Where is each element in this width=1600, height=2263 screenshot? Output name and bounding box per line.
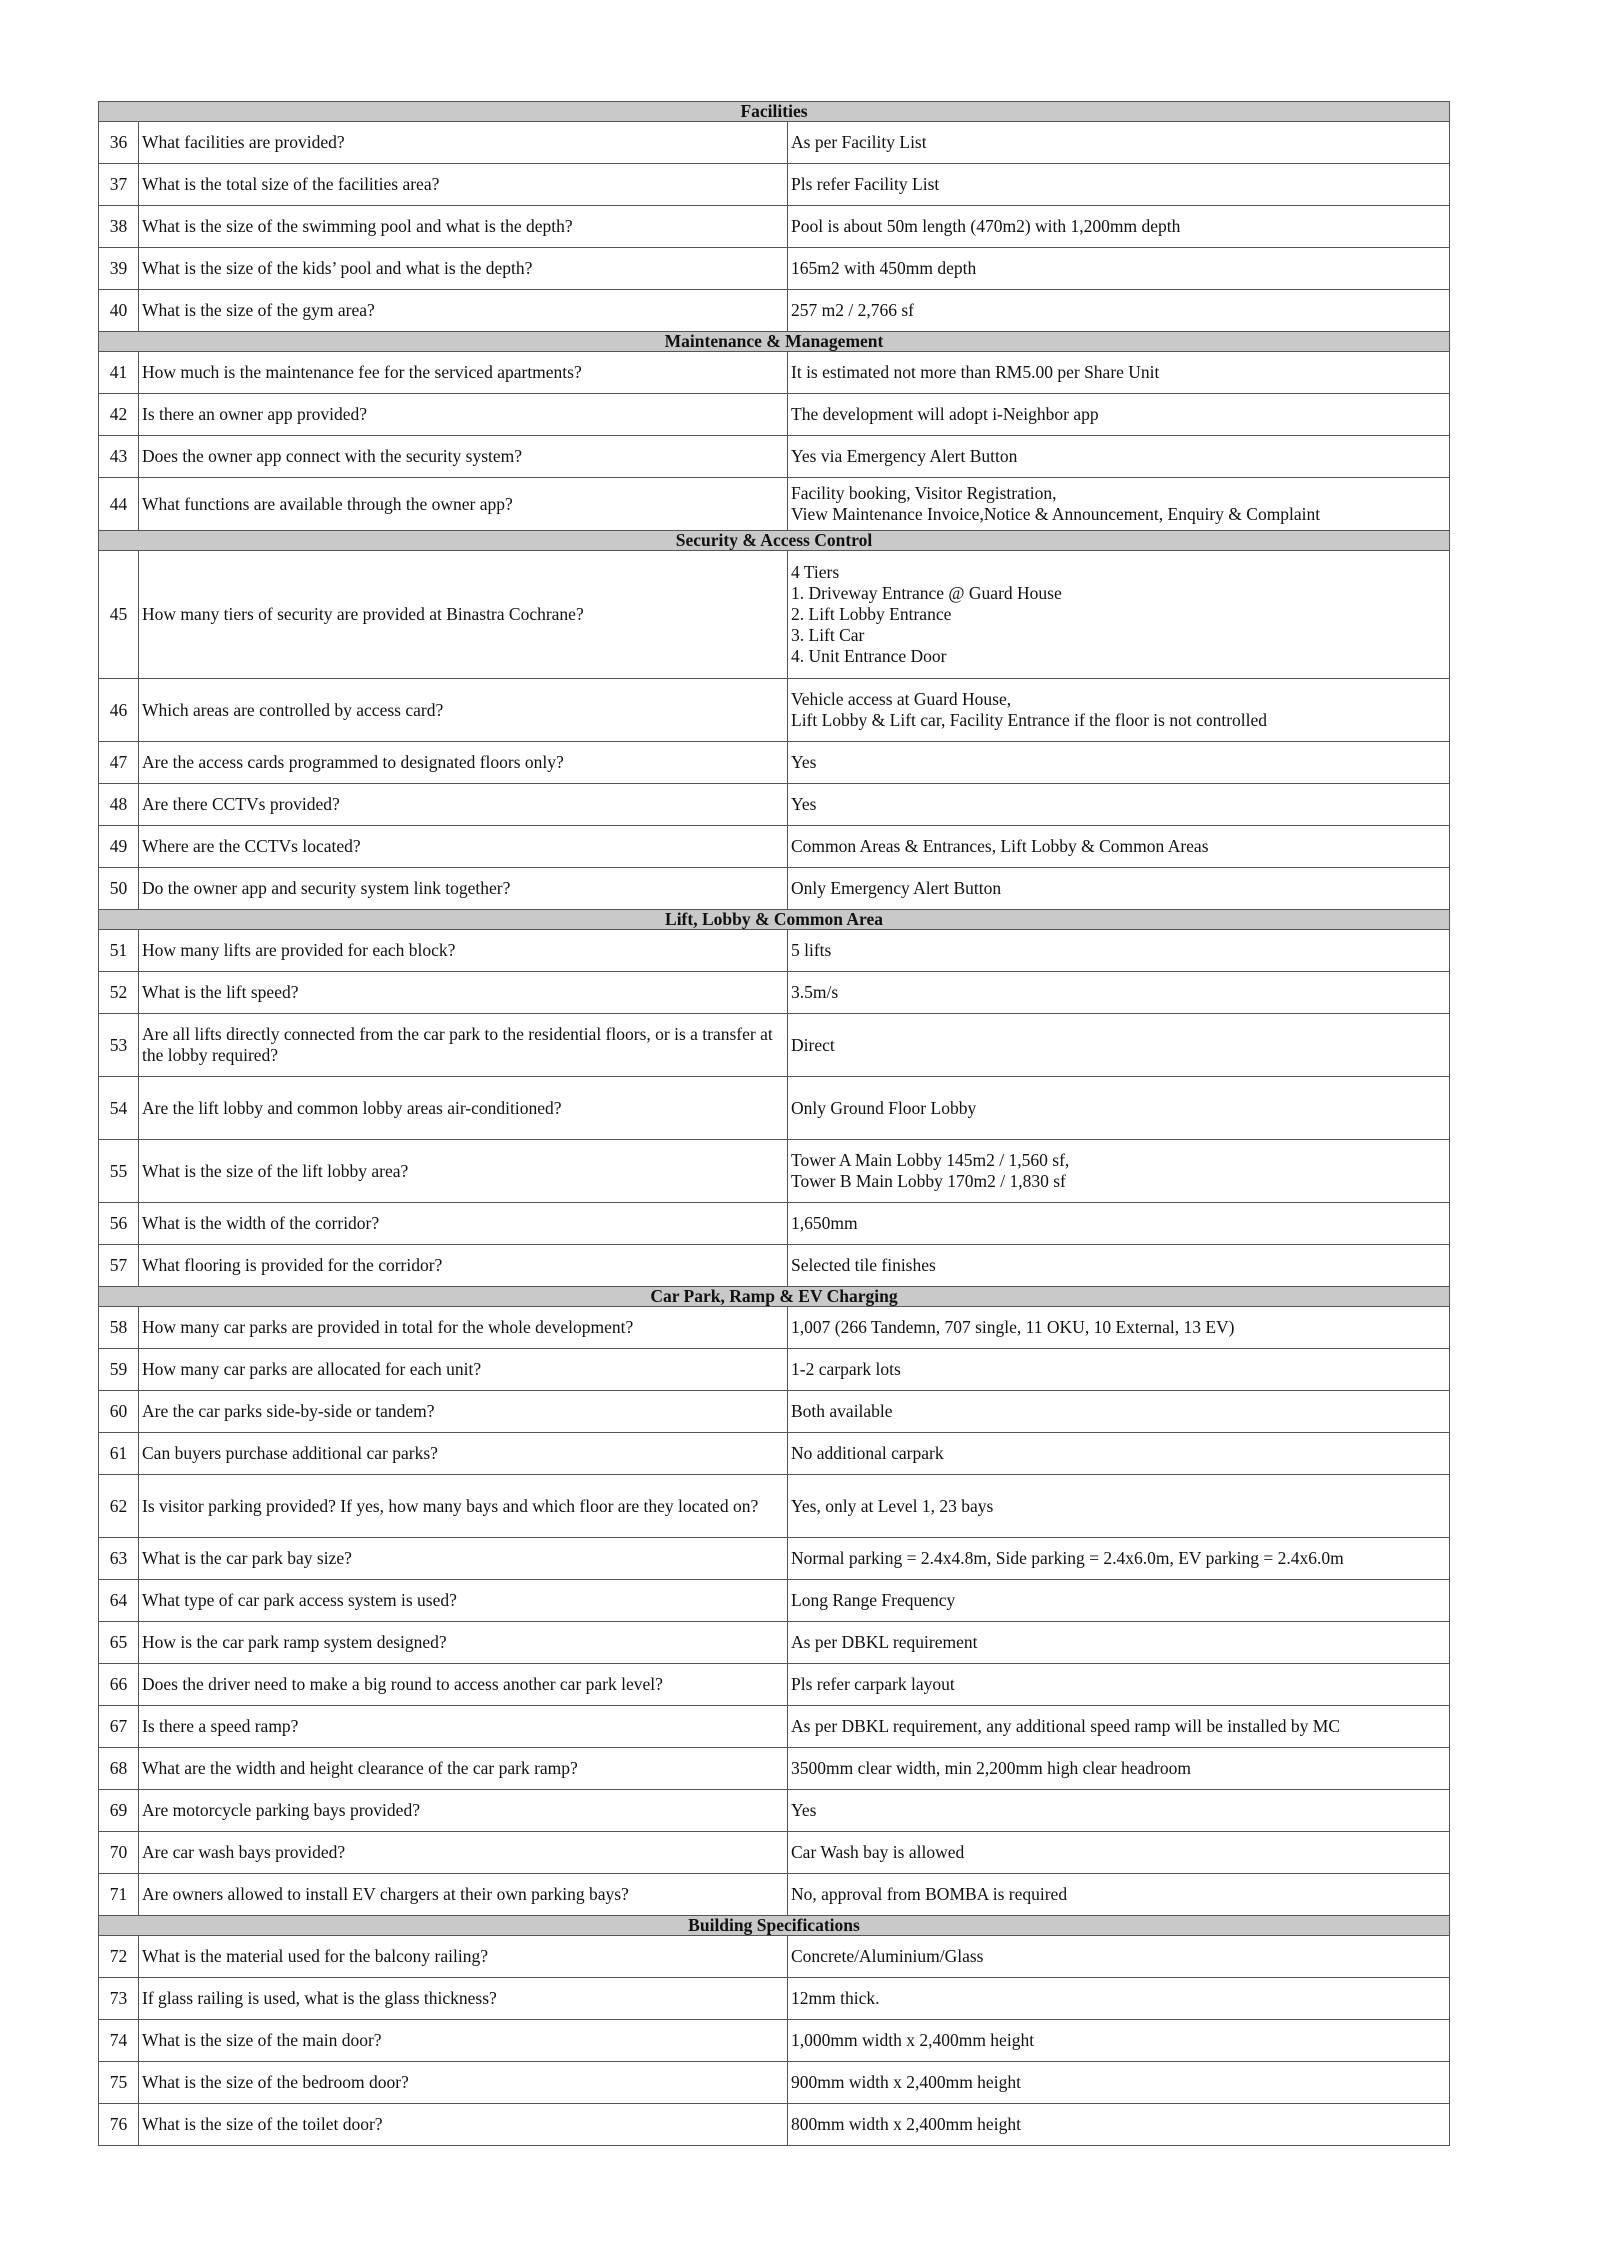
question-cell: What is the size of the lift lobby area? <box>139 1140 788 1203</box>
section-header-row <box>99 1287 1450 1307</box>
answer-cell: Facility booking, Visitor Registration, View Maintenance Invoice,Notice & Announcement, Enquiry & Complaint <box>788 478 1450 531</box>
question-cell: Are all lifts directly connected from the car park to the residential floors, or is a transfer at the lobby required? <box>139 1014 788 1077</box>
question-cell: Where are the CCTVs located? <box>139 826 788 868</box>
row-number: 40 <box>99 290 139 332</box>
answer-cell: Normal parking = 2.4x4.8m, Side parking = 2.4x6.0m, EV parking = 2.4x6.0m <box>788 1538 1450 1580</box>
answer-cell: Long Range Frequency <box>788 1580 1450 1622</box>
section-title: Security & Access Control <box>99 531 1450 551</box>
table-row <box>99 248 1450 290</box>
row-number: 42 <box>99 394 139 436</box>
answer-cell: 1,650mm <box>788 1203 1450 1245</box>
row-number: 41 <box>99 352 139 394</box>
question-cell: What type of car park access system is used? <box>139 1580 788 1622</box>
answer-cell: 3.5m/s <box>788 972 1450 1014</box>
row-number: 55 <box>99 1140 139 1203</box>
answer-cell: Concrete/Aluminium/Glass <box>788 1936 1450 1978</box>
row-number: 37 <box>99 164 139 206</box>
answer-cell: 4 Tiers 1. Driveway Entrance @ Guard House 2. Lift Lobby Entrance 3. Lift Car 4. Unit Entrance Door <box>788 551 1450 679</box>
answer-cell: Only Emergency Alert Button <box>788 868 1450 910</box>
question-cell: What facilities are provided? <box>139 122 788 164</box>
question-cell: Does the owner app connect with the security system? <box>139 436 788 478</box>
row-number: 59 <box>99 1349 139 1391</box>
table-row <box>99 1475 1450 1538</box>
row-number: 57 <box>99 1245 139 1287</box>
table-row <box>99 1203 1450 1245</box>
question-cell: How many car parks are provided in total for the whole development? <box>139 1307 788 1349</box>
question-cell: Are the lift lobby and common lobby areas air-conditioned? <box>139 1077 788 1140</box>
table-row <box>99 1014 1450 1077</box>
table-row <box>99 826 1450 868</box>
answer-cell: Yes via Emergency Alert Button <box>788 436 1450 478</box>
section-header-row <box>99 531 1450 551</box>
table-row <box>99 352 1450 394</box>
table-row <box>99 2104 1450 2146</box>
question-cell: Are the car parks side-by-side or tandem? <box>139 1391 788 1433</box>
row-number: 63 <box>99 1538 139 1580</box>
table-row <box>99 1077 1450 1140</box>
question-cell: What flooring is provided for the corridor? <box>139 1245 788 1287</box>
answer-cell: The development will adopt i-Neighbor app <box>788 394 1450 436</box>
row-number: 73 <box>99 1978 139 2020</box>
answer-cell: Only Ground Floor Lobby <box>788 1077 1450 1140</box>
answer-cell: Yes, only at Level 1, 23 bays <box>788 1475 1450 1538</box>
question-cell: What are the width and height clearance of the car park ramp? <box>139 1748 788 1790</box>
question-cell: Is there an owner app provided? <box>139 394 788 436</box>
faq-table-body <box>99 102 1450 2146</box>
table-row <box>99 1664 1450 1706</box>
question-cell: What is the size of the toilet door? <box>139 2104 788 2146</box>
section-header-row <box>99 102 1450 122</box>
answer-cell: Yes <box>788 742 1450 784</box>
row-number: 49 <box>99 826 139 868</box>
row-number: 44 <box>99 478 139 531</box>
table-row <box>99 478 1450 531</box>
table-row <box>99 1874 1450 1916</box>
row-number: 70 <box>99 1832 139 1874</box>
table-row <box>99 1391 1450 1433</box>
question-cell: Are car wash bays provided? <box>139 1832 788 1874</box>
question-cell: What is the material used for the balcony railing? <box>139 1936 788 1978</box>
row-number: 74 <box>99 2020 139 2062</box>
row-number: 39 <box>99 248 139 290</box>
question-cell: Does the driver need to make a big round to access another car park level? <box>139 1664 788 1706</box>
table-row <box>99 1140 1450 1203</box>
answer-cell: Common Areas & Entrances, Lift Lobby & Common Areas <box>788 826 1450 868</box>
answer-cell: Pls refer Facility List <box>788 164 1450 206</box>
row-number: 71 <box>99 1874 139 1916</box>
table-row <box>99 1936 1450 1978</box>
answer-cell: 800mm width x 2,400mm height <box>788 2104 1450 2146</box>
answer-cell: 165m2 with 450mm depth <box>788 248 1450 290</box>
row-number: 50 <box>99 868 139 910</box>
answer-cell: Direct <box>788 1014 1450 1077</box>
question-cell: What is the lift speed? <box>139 972 788 1014</box>
question-cell: What is the size of the swimming pool and what is the depth? <box>139 206 788 248</box>
answer-cell: No additional carpark <box>788 1433 1450 1475</box>
row-number: 75 <box>99 2062 139 2104</box>
row-number: 69 <box>99 1790 139 1832</box>
answer-cell: It is estimated not more than RM5.00 per Share Unit <box>788 352 1450 394</box>
answer-cell: 257 m2 / 2,766 sf <box>788 290 1450 332</box>
row-number: 52 <box>99 972 139 1014</box>
row-number: 56 <box>99 1203 139 1245</box>
answer-cell: Pls refer carpark layout <box>788 1664 1450 1706</box>
question-cell: How many car parks are allocated for each unit? <box>139 1349 788 1391</box>
row-number: 36 <box>99 122 139 164</box>
table-row <box>99 2020 1450 2062</box>
question-cell: How many tiers of security are provided at Binastra Cochrane? <box>139 551 788 679</box>
row-number: 43 <box>99 436 139 478</box>
table-row <box>99 1790 1450 1832</box>
row-number: 47 <box>99 742 139 784</box>
table-row <box>99 436 1450 478</box>
row-number: 61 <box>99 1433 139 1475</box>
answer-cell: Yes <box>788 1790 1450 1832</box>
table-row <box>99 1580 1450 1622</box>
question-cell: How is the car park ramp system designed? <box>139 1622 788 1664</box>
table-row <box>99 1748 1450 1790</box>
row-number: 64 <box>99 1580 139 1622</box>
row-number: 48 <box>99 784 139 826</box>
table-row <box>99 1245 1450 1287</box>
question-cell: Can buyers purchase additional car parks? <box>139 1433 788 1475</box>
row-number: 67 <box>99 1706 139 1748</box>
table-row <box>99 1538 1450 1580</box>
table-row <box>99 1433 1450 1475</box>
question-cell: Is there a speed ramp? <box>139 1706 788 1748</box>
table-row <box>99 551 1450 679</box>
question-cell: What is the size of the gym area? <box>139 290 788 332</box>
section-title: Maintenance & Management <box>99 332 1450 352</box>
row-number: 45 <box>99 551 139 679</box>
row-number: 68 <box>99 1748 139 1790</box>
table-row <box>99 930 1450 972</box>
question-cell: What is the car park bay size? <box>139 1538 788 1580</box>
table-row <box>99 2062 1450 2104</box>
question-cell: Which areas are controlled by access card? <box>139 679 788 742</box>
row-number: 54 <box>99 1077 139 1140</box>
answer-cell: Yes <box>788 784 1450 826</box>
question-cell: Are there CCTVs provided? <box>139 784 788 826</box>
section-title: Car Park, Ramp & EV Charging <box>99 1287 1450 1307</box>
row-number: 76 <box>99 2104 139 2146</box>
question-cell: What is the size of the main door? <box>139 2020 788 2062</box>
section-header-row <box>99 332 1450 352</box>
table-row <box>99 290 1450 332</box>
row-number: 51 <box>99 930 139 972</box>
section-header-row <box>99 1916 1450 1936</box>
question-cell: What is the size of the bedroom door? <box>139 2062 788 2104</box>
table-row <box>99 1978 1450 2020</box>
question-cell: How many lifts are provided for each block? <box>139 930 788 972</box>
answer-cell: Tower A Main Lobby 145m2 / 1,560 sf, Tower B Main Lobby 170m2 / 1,830 sf <box>788 1140 1450 1203</box>
answer-cell: Both available <box>788 1391 1450 1433</box>
question-cell: If glass railing is used, what is the glass thickness? <box>139 1978 788 2020</box>
table-row <box>99 122 1450 164</box>
row-number: 65 <box>99 1622 139 1664</box>
question-cell: Do the owner app and security system link together? <box>139 868 788 910</box>
answer-cell: As per Facility List <box>788 122 1450 164</box>
answer-cell: No, approval from BOMBA is required <box>788 1874 1450 1916</box>
answer-cell: Vehicle access at Guard House, Lift Lobby & Lift car, Facility Entrance if the floor is not controlled <box>788 679 1450 742</box>
question-cell: Are the access cards programmed to designated floors only? <box>139 742 788 784</box>
table-row <box>99 784 1450 826</box>
answer-cell: 5 lifts <box>788 930 1450 972</box>
answer-cell: 1-2 carpark lots <box>788 1349 1450 1391</box>
table-row <box>99 1622 1450 1664</box>
row-number: 60 <box>99 1391 139 1433</box>
answer-cell: Pool is about 50m length (470m2) with 1,200mm depth <box>788 206 1450 248</box>
answer-cell: 3500mm clear width, min 2,200mm high clear headroom <box>788 1748 1450 1790</box>
answer-cell: Car Wash bay is allowed <box>788 1832 1450 1874</box>
row-number: 38 <box>99 206 139 248</box>
table-row <box>99 679 1450 742</box>
answer-cell: As per DBKL requirement <box>788 1622 1450 1664</box>
table-row <box>99 868 1450 910</box>
table-row <box>99 1706 1450 1748</box>
section-title: Building Specifications <box>99 1916 1450 1936</box>
question-cell: What is the width of the corridor? <box>139 1203 788 1245</box>
question-cell: What is the total size of the facilities area? <box>139 164 788 206</box>
row-number: 66 <box>99 1664 139 1706</box>
question-cell: What functions are available through the owner app? <box>139 478 788 531</box>
section-header-row <box>99 910 1450 930</box>
table-row <box>99 206 1450 248</box>
table-row <box>99 1832 1450 1874</box>
question-cell: Are motorcycle parking bays provided? <box>139 1790 788 1832</box>
question-cell: Are owners allowed to install EV chargers at their own parking bays? <box>139 1874 788 1916</box>
answer-cell: 900mm width x 2,400mm height <box>788 2062 1450 2104</box>
question-cell: What is the size of the kids’ pool and what is the depth? <box>139 248 788 290</box>
table-row <box>99 1307 1450 1349</box>
section-title: Facilities <box>99 102 1450 122</box>
table-row <box>99 164 1450 206</box>
table-row <box>99 972 1450 1014</box>
answer-cell: Selected tile finishes <box>788 1245 1450 1287</box>
question-cell: How much is the maintenance fee for the serviced apartments? <box>139 352 788 394</box>
answer-cell: 12mm thick. <box>788 1978 1450 2020</box>
row-number: 46 <box>99 679 139 742</box>
answer-cell: 1,000mm width x 2,400mm height <box>788 2020 1450 2062</box>
row-number: 62 <box>99 1475 139 1538</box>
question-cell: Is visitor parking provided? If yes, how many bays and which floor are they located on? <box>139 1475 788 1538</box>
table-row <box>99 1349 1450 1391</box>
answer-cell: As per DBKL requirement, any additional speed ramp will be installed by MC <box>788 1706 1450 1748</box>
table-row <box>99 394 1450 436</box>
row-number: 72 <box>99 1936 139 1978</box>
answer-cell: 1,007 (266 Tandemn, 707 single, 11 OKU, 10 External, 13 EV) <box>788 1307 1450 1349</box>
faq-table <box>98 101 1450 2146</box>
table-row <box>99 742 1450 784</box>
row-number: 53 <box>99 1014 139 1077</box>
section-title: Lift, Lobby & Common Area <box>99 910 1450 930</box>
row-number: 58 <box>99 1307 139 1349</box>
